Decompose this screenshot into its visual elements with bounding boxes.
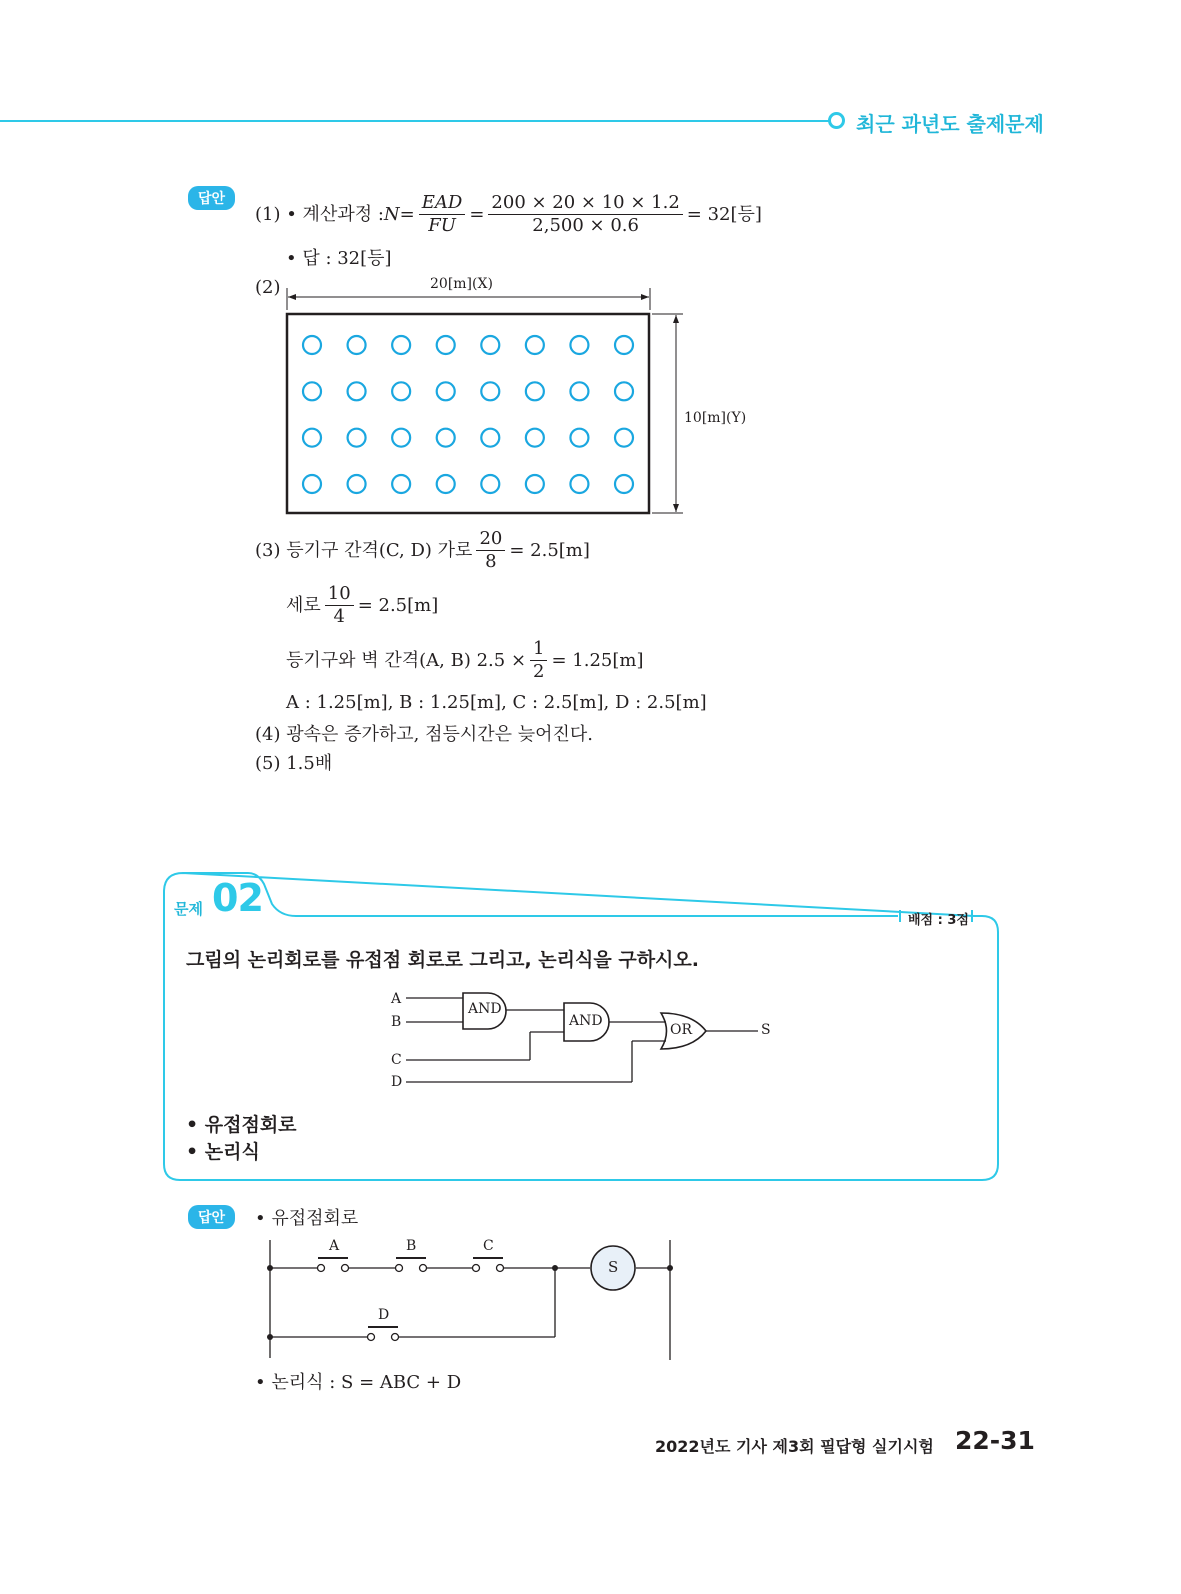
fraction-ead-fu (419, 192, 466, 237)
fraction-denominator: 2 (533, 661, 545, 682)
fraction-denominator: 4 (333, 606, 345, 627)
lamp-circle (303, 382, 321, 400)
answer-part5: (5) 1.5배 (255, 753, 333, 774)
lamp-circle (481, 429, 499, 447)
answer-part3-garo (255, 528, 590, 573)
p3-label: (3) 등기구 간격(C, D) 가로 (255, 539, 473, 561)
logic-input-d: D (391, 1074, 403, 1090)
room-outline (287, 314, 649, 513)
luminaire-layout-diagram (280, 270, 780, 525)
fraction-sero (325, 583, 354, 628)
lamp-circle (615, 382, 633, 400)
contact-d-label: D (378, 1307, 390, 1323)
or-gate-label: OR (670, 1022, 693, 1038)
lamp-circle (570, 382, 588, 400)
lamp-circle (481, 475, 499, 493)
header-rule (0, 120, 830, 122)
fraction-wall (530, 638, 547, 683)
p1-eq2: = (469, 203, 485, 225)
lamp-circle (615, 475, 633, 493)
logic-circuit-diagram (380, 985, 780, 1095)
p3-wall-result: = 1.25[m] (551, 649, 644, 671)
fraction-numerator: 20 (476, 528, 505, 551)
answer-part2-label: (2) (255, 277, 281, 298)
answer2-logic-formula: • 논리식 : S = ABC + D (255, 1372, 462, 1393)
question-bullet-logic-formula: • 논리식 (186, 1141, 260, 1163)
relay-contact-circuit (260, 1232, 680, 1367)
lamp-circle (526, 336, 544, 354)
question-number: 02 (212, 876, 263, 920)
lamp-circle (348, 382, 366, 400)
lamp-circle (392, 336, 410, 354)
relay-s-label: S (608, 1258, 619, 1276)
p1-prefix: (1) • 계산과정 : (255, 203, 384, 225)
answer-badge-2: 답안 (188, 1205, 235, 1229)
p1-eq: = (399, 203, 415, 225)
lamp-circle (526, 382, 544, 400)
p3-sero-label: 세로 (286, 594, 321, 616)
question-score: 배점 : 3점 (908, 913, 969, 928)
lamp-grid (303, 336, 633, 493)
answer-part3-summary: A : 1.25[m], B : 1.25[m], C : 2.5[m], D : 2.5[m] (286, 692, 707, 713)
section-title: 최근 과년도 출제문제 (856, 112, 1044, 136)
lamp-circle (392, 475, 410, 493)
lamp-circle (570, 429, 588, 447)
fraction-denominator: FU (428, 215, 456, 236)
answer-badge: 답안 (188, 186, 235, 210)
fraction-values (488, 192, 682, 237)
p3-wall-label: 등기구와 벽 간격(A, B) 2.5 × (286, 649, 527, 671)
answer-part3-sero (286, 583, 438, 628)
lamp-circle (303, 429, 321, 447)
lamp-circle (437, 336, 455, 354)
lamp-circle (348, 429, 366, 447)
question-bullet-contact-circuit: • 유접점회로 (186, 1114, 297, 1136)
fraction-numerator: 200 × 20 × 10 × 1.2 (488, 192, 682, 215)
contact-b-label: B (406, 1238, 417, 1254)
header-dot-icon (828, 112, 845, 129)
contact-c-label: C (483, 1238, 494, 1254)
lamp-circle (437, 429, 455, 447)
lamp-circle (303, 475, 321, 493)
lamp-circle (570, 475, 588, 493)
dim-x-label: 20[m](X) (430, 276, 493, 292)
lamp-circle (615, 429, 633, 447)
lamp-circle (437, 382, 455, 400)
p1-n: N (383, 203, 400, 225)
fraction-denominator: 8 (485, 551, 497, 572)
lamp-circle (526, 429, 544, 447)
logic-input-c: C (391, 1052, 402, 1068)
answer-part3-wall (286, 638, 643, 683)
contact-a-label: A (329, 1238, 340, 1254)
footer-page-number: 22-31 (955, 1426, 1035, 1455)
lamp-circle (615, 336, 633, 354)
fraction-numerator: 1 (530, 638, 547, 661)
fraction-denominator: 2,500 × 0.6 (532, 215, 639, 236)
logic-input-b: B (391, 1014, 402, 1030)
answer-part1-formula (255, 192, 762, 237)
logic-output-s: S (761, 1022, 771, 1038)
and-gate-2-label: AND (569, 1013, 603, 1029)
p3-sero-result: = 2.5[m] (357, 594, 439, 616)
lamp-circle (303, 336, 321, 354)
fraction-numerator: EAD (419, 192, 466, 215)
lamp-circle (348, 475, 366, 493)
lamp-circle (348, 336, 366, 354)
answer2-contact-circuit-label: • 유접점회로 (255, 1208, 359, 1229)
p1-result: = 32[등] (686, 203, 762, 225)
lamp-circle (481, 382, 499, 400)
logic-input-a: A (391, 991, 402, 1007)
p3-result: = 2.5[m] (509, 539, 590, 561)
lamp-circle (526, 475, 544, 493)
fraction-garo (476, 528, 505, 573)
fraction-numerator: 10 (325, 583, 354, 606)
answer-part4: (4) 광속은 증가하고, 점등시간은 늦어진다. (255, 724, 594, 745)
lamp-circle (392, 382, 410, 400)
dim-y-label: 10[m](Y) (684, 410, 747, 426)
lamp-circle (437, 475, 455, 493)
footer-exam-title: 2022년도 기사 제3회 필답형 실기시험 (655, 1437, 934, 1456)
lamp-circle (570, 336, 588, 354)
question-title: 그림의 논리회로를 유접점 회로로 그리고, 논리식을 구하시오. (186, 949, 699, 971)
lamp-circle (481, 336, 499, 354)
lamp-circle (392, 429, 410, 447)
and-gate-1-label: AND (468, 1001, 502, 1017)
question-label: 문제 (174, 900, 203, 918)
answer-part1-answer: • 답 : 32[등] (286, 248, 392, 269)
